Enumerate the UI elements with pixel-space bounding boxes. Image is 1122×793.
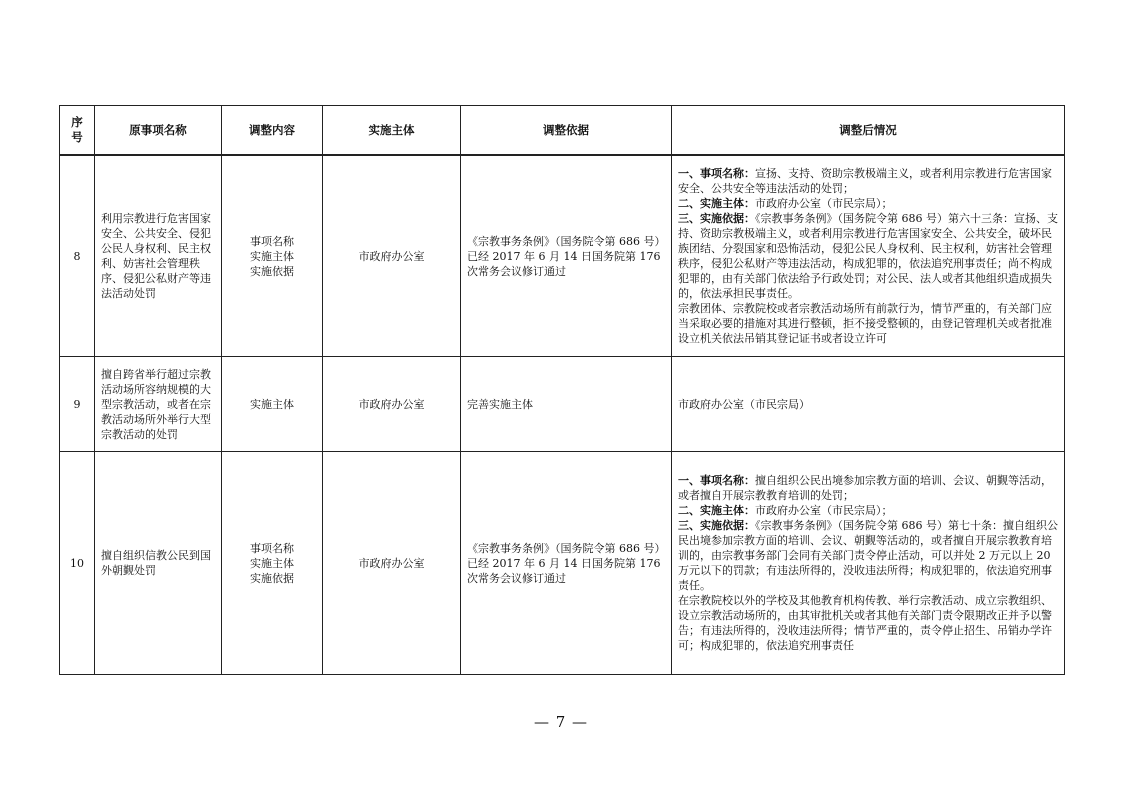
row-seq: 9 — [60, 357, 95, 452]
adjust-item: 实施依据 — [250, 571, 294, 585]
row-adjust-content — [222, 155, 323, 357]
row-seq: 10 — [60, 452, 95, 675]
row-basis: 完善实施主体 — [461, 357, 672, 452]
after-item-basis — [678, 518, 1058, 593]
table-row — [60, 452, 1065, 675]
header-original-name: 原事项名称 — [95, 106, 222, 156]
row-adjust-content — [222, 452, 323, 675]
adjust-item: 实施主体 — [250, 397, 294, 411]
row-subject: 市政府办公室 — [323, 155, 461, 357]
header-seq: 序号 — [60, 106, 95, 156]
row-subject: 市政府办公室 — [323, 452, 461, 675]
after-item-name — [678, 166, 1058, 196]
row-original-name: 擅自跨省举行超过宗教活动场所容纳规模的大型宗教活动，或者在宗教活动场所外举行大型宗教活动的处罚 — [95, 357, 222, 452]
row-subject: 市政府办公室 — [323, 357, 461, 452]
adjust-item: 实施主体 — [250, 556, 294, 570]
after-label: 一、事项名称： — [678, 167, 755, 180]
after-item-basis — [678, 211, 1058, 301]
header-subject: 实施主体 — [323, 106, 461, 156]
after-label: 一、事项名称： — [678, 474, 755, 487]
row-after: 市政府办公室（市民宗局） — [672, 357, 1065, 452]
after-extra: 宗教团体、宗教院校或者宗教活动场所有前款行为，情节严重的，有关部门应当采取必要的措施对其进行整顿，拒不接受整顿的，由登记管理机关或者批准设立机关依法吊销其登记证书或者设立许可 — [678, 302, 1052, 345]
adjust-item: 事项名称 — [250, 234, 294, 248]
after-text: 《宗教事务条例》（国务院令第 686 号）第七十条：擅自组织公民出境参加宗教方面的培训、会议、朝觐等活动的，或者擅自开展宗教教育培训的，由宗教事务部门会同有关部门责令停止活动，可以并处 2 万元以上 20 万元以下的罚款；有违法所得的，没收违法所得；构成犯罪的，依法追究刑事责任。 — [678, 519, 1058, 592]
adjustment-table — [59, 105, 1065, 675]
adjust-item: 实施主体 — [250, 249, 294, 263]
row-seq: 8 — [60, 155, 95, 357]
row-original-name: 擅自组织信教公民到国外朝觐处罚 — [95, 452, 222, 675]
row-original-name: 利用宗教进行危害国家安全、公共安全、侵犯公民人身权利、民主权利、妨害社会管理秩序、侵犯公私财产等违法活动处罚 — [95, 155, 222, 357]
after-label: 二、实施主体： — [678, 197, 755, 210]
after-label: 二、实施主体： — [678, 504, 755, 517]
row-after — [672, 155, 1065, 357]
after-text: 市政府办公室（市民宗局）； — [755, 197, 893, 210]
after-label: 三、实施依据： — [678, 519, 755, 532]
row-adjust-content — [222, 357, 323, 452]
row-basis: 《宗教事务条例》（国务院令第 686 号）已经 2017 年 6 月 14 日国务院第 176 次常务会议修订通过 — [461, 155, 672, 357]
table-row — [60, 155, 1065, 357]
after-text: 市政府办公室（市民宗局）； — [755, 504, 893, 517]
table-row — [60, 357, 1065, 452]
after-text: 擅自组织公民出境参加宗教方面的培训、会议、朝觐等活动，或者擅自开展宗教教育培训的处罚； — [678, 474, 1052, 502]
after-text: 《宗教事务条例》（国务院令第 686 号）第六十三条：宣扬、支持、资助宗教极端主义，或者利用宗教进行危害国家安全、公共安全，破坏民族团结、分裂国家和恐怖活动，侵犯公民人身权利、民主权利，妨害社会管理秩序，侵犯公私财产等违法活动，构成犯罪的，依法追究刑事责任；尚不构成犯罪的，由有关部门依法给予行政处罚；对公民、法人或者其他组织造成损失的，依法承担民事责任。 — [678, 212, 1058, 300]
table-header-row — [60, 106, 1065, 156]
after-extra: 在宗教院校以外的学校及其他教育机构传教、举行宗教活动、成立宗教组织、设立宗教活动场所的，由其审批机关或者其他有关部门责令限期改正并予以警告；有违法所得的，没收违法所得；情节严重的，责令停止招生、吊销办学许可；构成犯罪的，依法追究刑事责任 — [678, 594, 1052, 652]
after-item-name — [678, 473, 1058, 503]
adjust-item: 实施依据 — [250, 264, 294, 278]
row-after — [672, 452, 1065, 675]
after-label: 三、实施依据： — [678, 212, 755, 225]
header-after: 调整后情况 — [672, 106, 1065, 156]
after-item-subject — [678, 503, 1058, 518]
after-item-subject — [678, 196, 1058, 211]
page-number: — 7 — — [533, 713, 589, 731]
adjust-item: 事项名称 — [250, 541, 294, 555]
row-basis: 《宗教事务条例》（国务院令第 686 号）已经 2017 年 6 月 14 日国务院第 176 次常务会议修订通过 — [461, 452, 672, 675]
header-basis: 调整依据 — [461, 106, 672, 156]
after-text: 宣扬、支持、资助宗教极端主义，或者利用宗教进行危害国家安全、公共安全等违法活动的处罚； — [678, 167, 1052, 195]
header-adjust-content: 调整内容 — [222, 106, 323, 156]
